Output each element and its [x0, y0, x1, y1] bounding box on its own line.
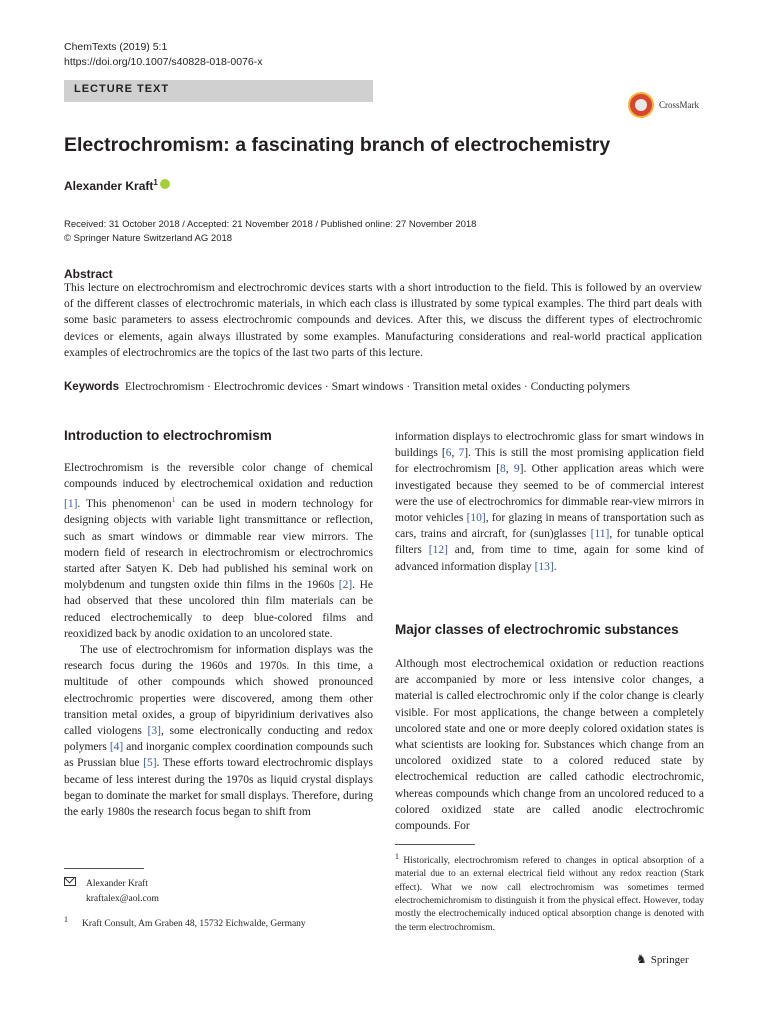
citation-link[interactable]: [5] [143, 757, 157, 770]
citation-link[interactable]: [4] [109, 741, 124, 754]
abstract-heading: Abstract [64, 267, 113, 281]
text-run: and, from time to time, again for some kind of advanced information display [395, 544, 704, 573]
publisher-name: Springer [650, 954, 689, 966]
envelope-icon [64, 877, 76, 886]
text-run: The use of electrochromism for information displays was the research focus during the 1960s and 1970s. In this time, a multitude of other compounds which showed pronounced electrochromic properties were discovered, among them other transition metal oxides, a group of bipyridinium derivatives also called viologens [64, 644, 373, 738]
paragraph [64, 460, 373, 642]
text-run: , some electronically conducting and redox polymers [64, 725, 373, 754]
right-column-bottom [395, 656, 704, 834]
citation-link[interactable]: 7 [458, 447, 465, 460]
text-run: . This phenomenon [77, 498, 172, 511]
text-run: , for tunable optical filters [395, 528, 704, 557]
paragraph: Although most electrochemical oxidation or reduction reactions are accompanied by more or less intensive color changes, a material is called electrochromic only if the color change is clearly visible. For most applications, the change between a completely uncolored state and one or more deeply colored oxidation states is what scientists are looking for. Substances which change from an uncolored oxidized state to a colored reduced state by electrochemical reduction are called cathodic electrochromic, whereas compounds which change from an uncolored reduced to a colored oxidized state are called anodic electrochromic compounds. For [395, 658, 704, 833]
text-run: . He had observed that these uncolored thin film materials can be reduced electrochemically to deep blue-colored films and reoxidized back by anodic oxidation to an uncolored state. [64, 579, 373, 640]
footnote-text: Historically, electrochromism refered to changes in optical absorption of a material due to an external electrical field without any redox reaction (Stark effect). What we now call electrochromism was sometimes termed electrochemichromism to distinguish it from the physical effect. However, today mostly the electrochemically induced optical absorption change is denoted with the term electrochromism. [395, 856, 705, 933]
springer-horse-icon: ♞ [636, 952, 647, 966]
citation-link[interactable]: [3] [147, 725, 161, 738]
crossmark-badge[interactable] [628, 92, 732, 122]
footnote-block [395, 850, 704, 935]
keywords-text: Electrochromism · Electrochromic devices · Smart windows · Transition metal oxides · Conducting polymers [124, 381, 630, 393]
crossmark-label: CrossMark [659, 100, 699, 110]
right-column-top [395, 429, 704, 575]
text-run: information displays to electrochromic glass for smart windows in buildings [ [395, 431, 704, 460]
footnote-link[interactable]: 1 [171, 495, 176, 505]
text-run: ]. Other application areas which were investigated because they seemed to be of commercial interest were the use of electrochromics for dimmable rear-view mirrors in motor vehicles [395, 463, 705, 525]
citation-link[interactable]: [11] [590, 528, 610, 541]
citation-link[interactable]: [12] [428, 544, 448, 557]
author-affil-mark: 1 [153, 178, 158, 187]
citation-link[interactable]: [13] [534, 560, 554, 573]
affiliation-text: Kraft Consult, Am Graben 48, 15732 Eichwalde, Germany [81, 919, 306, 930]
text-run: , for glazing in means of transportation such as cars, trains and aircraft, for (sun)glasses [395, 512, 704, 541]
section-heading-major-classes: Major classes of electrochromic substances [395, 622, 679, 637]
text-run: and inorganic complex coordination compounds such as Prussian blue [64, 741, 373, 770]
text-run: , [505, 463, 514, 476]
footnote-divider [395, 844, 475, 845]
text-run: . These efforts toward electrochromic displays became of less interest during the 1970s as liquid crystal displays began to dominate the market for small displays. Therefore, during the early 1980s the research focus began to shift from [64, 757, 373, 819]
keywords-label: Keywords [64, 381, 119, 393]
journal-citation: ChemTexts (2019) 5:1 [64, 41, 168, 53]
citation-link[interactable]: [2] [338, 579, 353, 592]
author-line [64, 178, 170, 193]
correspondence-email[interactable]: kraftalex@aol.com [86, 894, 159, 904]
affiliation-block [64, 915, 306, 929]
correspondence-name: Alexander Kraft [86, 879, 148, 889]
paragraph [64, 642, 373, 820]
text-run: can be used in modern technology for designing objects with variable light transmittance or reflection, such as smart windows or dimmable rear view mirrors. The modern field of research in electrochromism or electrochromics started after Satyen K. Deb had published his seminal work on molybdenum and tungsten oxide thin films in the 1960s [64, 498, 373, 592]
correspondence-block [64, 877, 159, 907]
article-type-label: LECTURE TEXT [74, 83, 170, 95]
text-run: ]. This is still the most promising application field for electrochromism [ [395, 447, 705, 476]
text-run: , [451, 447, 459, 460]
citation-link[interactable]: [10] [466, 512, 486, 525]
paragraph [395, 429, 704, 575]
keywords-line [64, 381, 630, 393]
footnote-mark: 1 [395, 852, 399, 861]
citation-link[interactable]: 8 [500, 463, 506, 476]
citation-link[interactable]: 6 [445, 447, 452, 460]
publication-dates [64, 218, 476, 246]
article-title: Electrochromism: a fascinating branch of electrochemistry [64, 134, 611, 156]
footnote-divider [64, 868, 144, 869]
journal-header [64, 40, 262, 70]
orcid-icon[interactable] [160, 179, 170, 189]
article-type-banner [64, 80, 373, 102]
citation-link[interactable]: [1] [64, 498, 78, 511]
doi-link[interactable]: https://doi.org/10.1007/s40828-018-0076-x [64, 56, 263, 68]
author-name[interactable]: Alexander Kraft [64, 179, 154, 193]
section-heading-introduction: Introduction to electrochromism [64, 428, 272, 443]
abstract-text: This lecture on electrochromism and electrochromic devices starts with a short introduction to the field. This is followed by an overview of the different classes of electrochromic materials, in which each class is illustrated by some typical examples. The third part deals with some basic parameters to assess electrochromic compounds and devices. After this, we discuss the different types of electrochromic devices or elements, again always illustrated by some examples. Manufacturing considerations and real-world practical application examples of electrochromics are the topics of the last two parts of this lecture. [64, 282, 702, 359]
left-column [64, 460, 373, 820]
copyright-line: © Springer Nature Switzerland AG 2018 [64, 233, 233, 244]
crossmark-icon [628, 92, 654, 118]
publisher-logo [636, 952, 689, 967]
affiliation-mark: 1 [64, 915, 68, 924]
dates-line: Received: 31 October 2018 / Accepted: 21 November 2018 / Published online: 27 November 2018 [64, 219, 477, 230]
text-run: Electrochromism is the reversible color change of chemical compounds induced by electrochemical oxidation and reduction [64, 462, 373, 491]
citation-link[interactable]: 9 [513, 463, 520, 476]
text-run: . [553, 560, 557, 573]
